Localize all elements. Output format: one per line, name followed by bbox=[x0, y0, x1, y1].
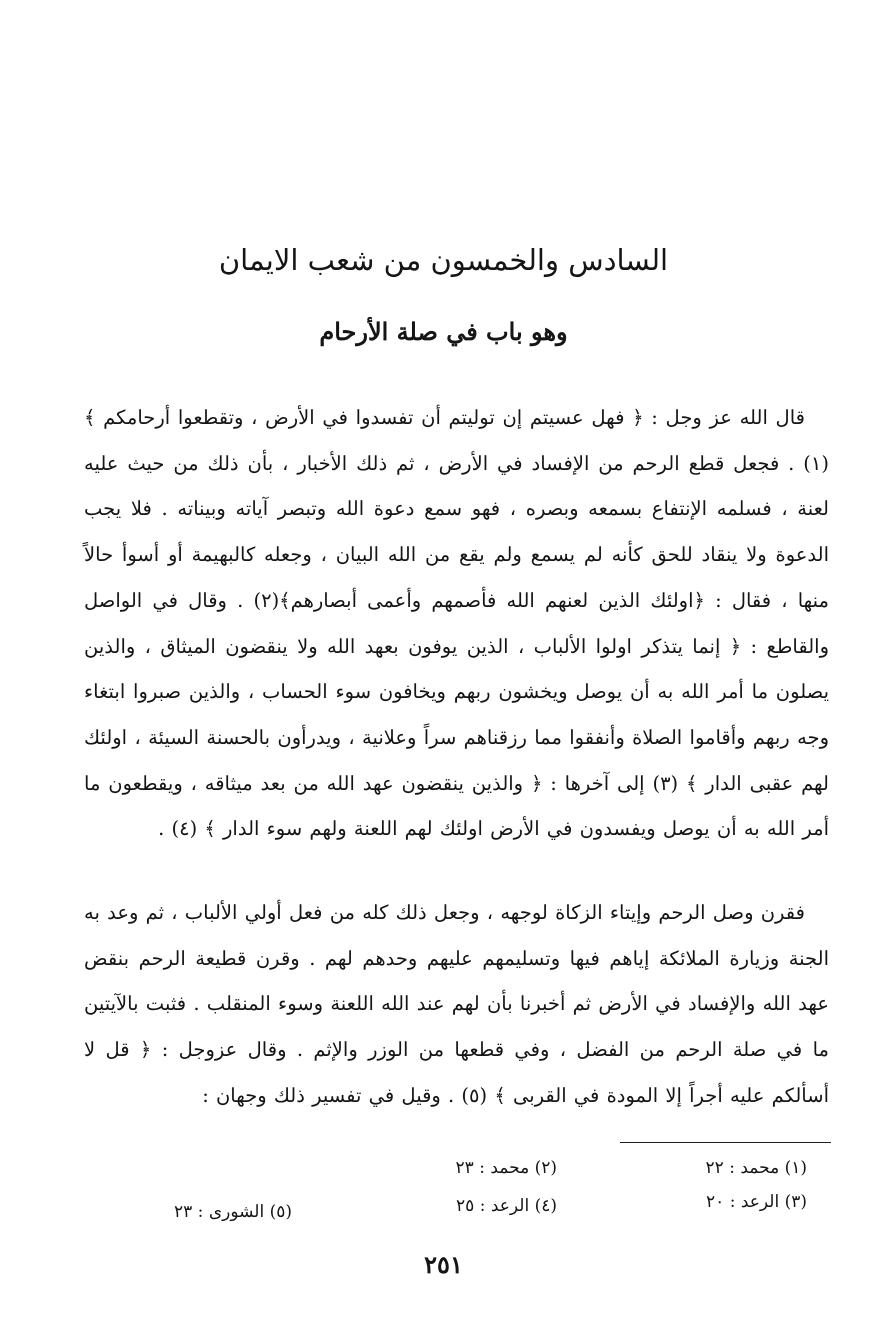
footnote-3: (٣) الرعد : ٢٠ bbox=[706, 1192, 807, 1212]
chapter-title: السادس والخمسون من شعب الايمان bbox=[218, 243, 669, 277]
body-paragraph-1: قال الله عز وجل : ﴿ فهل عسيتم إن توليتم أن تفسدوا في الأرض ، وتقطعوا أرحامكم ﴾ (١) . فجعل قطع الرحم من الإفساد في الأرض ، ثم ذلك الأخبار ، بأن ذلك من حيث عليه لعنة ، فسلمه الإنتفاع بسمعه وبصره ، فهو سمع دعوة الله وتبصر آياته وبيناته . فلا يجب الدعوة ولا ينقاد للحق كأنه لم يسمع ولم يقع من الله البيان ، وجعله كالبهيمة أو أسوأ حالاً منها ، فقال : ﴿اولئك الذين لعنهم الله فأصمهم وأعمى أبصارهم﴾(٢) . وقال في الواصل والقاطع : ﴿ إنما يتذكر اولوا الألباب ، الذين يوفون بعهد الله ولا ينقضون الميثاق ، والذين يصلون ما أمر الله به أن يوصل ويخشون ربهم ويخافون سوء الحساب ، والذين صبروا ابتغاء وجه ربهم وأقاموا الصلاة وأنفقوا مما رزقناهم سراً وعلانية ، ويدرأون بالحسنة السيئة ، اولئك لهم عقبى الدار ﴾ (٣) إلى آخرها : ﴿ والذين ينقضون عهد الله من بعد ميثاقه ، ويقطعون ما أمر الله به أن يوصل ويفسدون في الأرض اولئك لهم اللعنة ولهم سوء الدار ﴾ (٤) . bbox=[84, 406, 829, 841]
body-paragraph-2: فقرن وصل الرحم وإيتاء الزكاة لوجهه ، وجعل ذلك كله من فعل أولي الألباب ، ثم وعد به الجنة وزيارة الملائكة إياهم فيها وتسليمهم عليهم وحدهم لهم . وقرن قطيعة الرحم بنقض عهد الله والإفساد في الأرض ثم أخبرنا بأن لهم عند الله اللعنة وسوء المنقلب . فثبت بالآيتين ما في صلة الرحم من الفضل ، وفي قطعها من الوزر والإثم . وقال عزوجل : ﴿ قل لا أسألكم عليه أجراً إلا المودة في القربى ﴾ (٥) . وقيل في تفسير ذلك وجهان : bbox=[84, 901, 829, 1107]
footnote-5: (٥) الشورى : ٢٣ bbox=[174, 1202, 292, 1222]
footnote-4: (٤) الرعد : ٢٥ bbox=[456, 1196, 557, 1216]
page-number: ٢٥١ bbox=[424, 1250, 463, 1279]
footnote-2: (٢) محمد : ٢٣ bbox=[455, 1158, 557, 1178]
chapter-subtitle: وهو باب في صلة الأرحام bbox=[319, 317, 568, 346]
footnote-divider bbox=[620, 1142, 831, 1143]
footnote-1: (١) محمد : ٢٢ bbox=[705, 1158, 807, 1178]
